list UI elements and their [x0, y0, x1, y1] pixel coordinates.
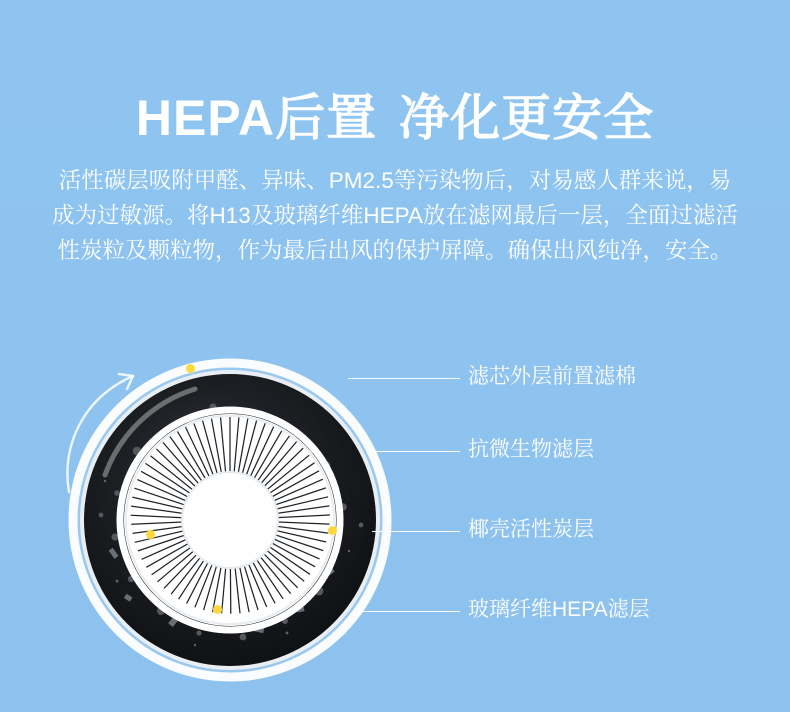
callout-marker-coconut-carbon: [328, 526, 337, 535]
callout-label-coconut-carbon: 椰壳活性炭层: [468, 518, 594, 541]
page-title-part1: HEPA后置: [135, 89, 378, 146]
callout-label-outer-pre-filter: 滤芯外层前置滤棉: [468, 365, 636, 388]
callout-leader-line-1: [348, 378, 460, 379]
callout-leader-line-2: [372, 451, 460, 452]
filter-graphic: [65, 355, 395, 685]
callout-marker-anti-microbial: [146, 530, 155, 539]
callout-label-glassfiber-hepa: 玻璃纤维HEPA滤层: [468, 598, 650, 621]
filter-cross-section-image: [65, 355, 395, 685]
callout-marker-outer-pre-filter: [186, 364, 195, 373]
description-paragraph: 活性碳层吸附甲醛、异味、PM2.5等污染物后，对易感人群来说，易成为过敏源。将H13及玻璃纤维HEPA放在滤网最后一层，全面过滤活性炭粒及颗粒物，作为最后出风的保护屏障。确保出风纯净，安全。: [52, 167, 738, 263]
callout-leader-line-3: [372, 531, 460, 532]
filter-diagram: [0, 330, 790, 710]
page-title: [0, 88, 790, 148]
callout-leader-line-4: [360, 611, 460, 612]
callout-label-anti-microbial: 抗微生物滤层: [468, 438, 594, 461]
page-title-part2: 净化更安全: [399, 89, 655, 146]
callout-marker-glassfiber-hepa: [213, 605, 222, 614]
